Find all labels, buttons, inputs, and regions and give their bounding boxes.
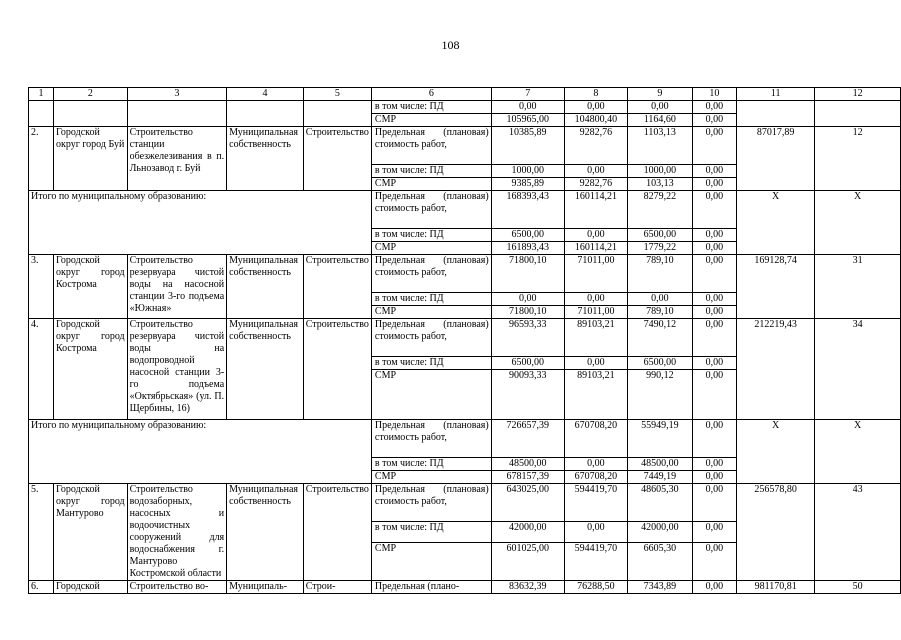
- cell-value: 0,00: [692, 522, 736, 543]
- total-row: [29, 191, 901, 229]
- smr-label: СМР: [371, 114, 491, 127]
- cell-value: 76288,50: [564, 581, 627, 594]
- cell-value: 6500,00: [628, 357, 692, 370]
- cell-value: 0,00: [491, 293, 564, 306]
- cell-value: 9385,89: [491, 178, 564, 191]
- cell-value: 0,00: [692, 255, 736, 293]
- cell-value: 643025,00: [491, 484, 564, 522]
- cell-value: 726657,39: [491, 420, 564, 458]
- cell-value: 8279,22: [628, 191, 692, 229]
- cell-value: 0,00: [692, 543, 736, 581]
- cell-value: 160114,21: [564, 242, 627, 255]
- col-header: 8: [564, 88, 627, 101]
- work-type: Строительство: [303, 255, 371, 319]
- cell-value: 90093,33: [491, 370, 564, 420]
- cell-value: 670708,20: [564, 420, 627, 458]
- cell-value: 89103,21: [564, 370, 627, 420]
- cell-value: 0,00: [564, 522, 627, 543]
- cell-value: 594419,70: [564, 484, 627, 522]
- incl-pd-label: в том числе: ПД: [371, 229, 491, 242]
- total-label: Итого по муниципальному образованию:: [29, 420, 372, 484]
- cost-label: Предельная (плано-: [371, 581, 491, 594]
- object-name: Строительство резервуара чистой воды на насосной станции 3-го подъема «Южная»: [127, 255, 227, 319]
- cell-value: 0,00: [692, 178, 736, 191]
- col-header: 11: [737, 88, 815, 101]
- cost-label: Предельная (плановая) стоимость работ,: [371, 191, 491, 229]
- cell-value: 71800,10: [491, 255, 564, 293]
- table-row: [29, 319, 901, 357]
- col-header: 7: [491, 88, 564, 101]
- object-name: Строительство во-: [127, 581, 227, 594]
- cell-value: 0,00: [692, 229, 736, 242]
- row-number: 5.: [29, 484, 54, 581]
- incl-pd-label: в том числе: ПД: [371, 293, 491, 306]
- cell-value: 256578,80: [737, 484, 815, 581]
- cell-value: 601025,00: [491, 543, 564, 581]
- col-header: 6: [371, 88, 491, 101]
- cell-value: 7449,19: [628, 471, 692, 484]
- cell-value: 31: [815, 255, 901, 319]
- cell-value: 6500,00: [491, 357, 564, 370]
- col-header: 12: [815, 88, 901, 101]
- cell-value: 48500,00: [628, 458, 692, 471]
- ownership: Муниципальная собственность: [227, 484, 304, 581]
- ownership: Муниципальная собственность: [227, 255, 304, 319]
- cell-value: 1000,00: [628, 165, 692, 178]
- cost-label: Предельная (плановая) стоимость работ,: [371, 420, 491, 458]
- cell-value: 0,00: [564, 293, 627, 306]
- cell-value: 161893,43: [491, 242, 564, 255]
- data-table: [28, 87, 901, 594]
- cell-value: 12: [815, 127, 901, 191]
- cell-value: 0,00: [628, 101, 692, 114]
- cell-value: 71800,10: [491, 306, 564, 319]
- cell-value: 42000,00: [628, 522, 692, 543]
- cell-value: 0,00: [692, 242, 736, 255]
- cell-value: 0,00: [692, 191, 736, 229]
- table-row: [29, 581, 901, 594]
- cell-value: 9282,76: [564, 178, 627, 191]
- work-type: Строительство: [303, 484, 371, 581]
- municipality: Городской округ город Мантурово: [54, 484, 128, 581]
- smr-label: СМР: [371, 543, 491, 581]
- cell-value: 168393,43: [491, 191, 564, 229]
- col-header: 3: [127, 88, 227, 101]
- municipality: Городской округ город Буй: [54, 127, 128, 191]
- cell-value: 7343,89: [628, 581, 692, 594]
- cell-value: 0,00: [692, 101, 736, 114]
- cell-value: 0,00: [692, 420, 736, 458]
- header-row: [29, 88, 901, 101]
- cell-value: 71011,00: [564, 255, 627, 293]
- incl-pd-label: в том числе: ПД: [371, 357, 491, 370]
- table-row: [29, 255, 901, 293]
- cell-value: 0,00: [564, 101, 627, 114]
- municipality: Городской округ город Кострома: [54, 255, 128, 319]
- cost-label: Предельная (плановая) стоимость работ,: [371, 484, 491, 522]
- row-number: 4.: [29, 319, 54, 420]
- cell-value: 0,00: [692, 471, 736, 484]
- cell-value: 0,00: [692, 484, 736, 522]
- cell-value: 42000,00: [491, 522, 564, 543]
- cell-value: 104800,40: [564, 114, 627, 127]
- cell-value: 87017,89: [737, 127, 815, 191]
- work-type: Строительство: [303, 319, 371, 420]
- cell-value: 0,00: [692, 165, 736, 178]
- incl-pd-label: в том числе: ПД: [371, 101, 491, 114]
- cell-value: 0,00: [564, 229, 627, 242]
- col-header: 2: [54, 88, 128, 101]
- col-header: 1: [29, 88, 54, 101]
- cell-value: 6500,00: [491, 229, 564, 242]
- row-number: 2.: [29, 127, 54, 191]
- cell-value: 0,00: [491, 101, 564, 114]
- x-mark: Х: [815, 420, 901, 484]
- cell-value: 34: [815, 319, 901, 420]
- cell-value: 0,00: [692, 306, 736, 319]
- smr-label: СМР: [371, 306, 491, 319]
- ownership: Муниципальная собственность: [227, 127, 304, 191]
- cell-value: 0,00: [692, 127, 736, 165]
- object-name: Строительство станции обезжелезивания в п. Льнозавод г. Буй: [127, 127, 227, 191]
- page-number: 108: [441, 38, 460, 52]
- object-name: Строительство резервуара чистой воды на водопроводной насосной станции 3-го подъема «Октябрьская» (ул. П. Щербины, 16): [127, 319, 227, 420]
- cell-value: 96593,33: [491, 319, 564, 357]
- cell-value: 105965,00: [491, 114, 564, 127]
- cell-value: 6605,30: [628, 543, 692, 581]
- cell-value: 0,00: [564, 357, 627, 370]
- ownership: Муниципаль-: [227, 581, 304, 594]
- incl-pd-label: в том числе: ПД: [371, 522, 491, 543]
- cell-value: 48500,00: [491, 458, 564, 471]
- cost-label: Предельная (плановая) стоимость работ,: [371, 319, 491, 357]
- cell-value: 678157,39: [491, 471, 564, 484]
- cell-value: 0,00: [692, 319, 736, 357]
- cell-value: 83632,39: [491, 581, 564, 594]
- cell-value: 48605,30: [628, 484, 692, 522]
- cell-value: 789,10: [628, 306, 692, 319]
- cost-label: Предельная (плановая) стоимость работ,: [371, 255, 491, 293]
- x-mark: Х: [815, 191, 901, 255]
- cell-value: 160114,21: [564, 191, 627, 229]
- ownership: Муниципальная собственность: [227, 319, 304, 420]
- cell-value: 169128,74: [737, 255, 815, 319]
- cell-value: 789,10: [628, 255, 692, 293]
- cell-value: 55949,19: [628, 420, 692, 458]
- cell-value: 10385,89: [491, 127, 564, 165]
- table-row: [29, 127, 901, 165]
- col-header: 9: [628, 88, 692, 101]
- cost-label: Предельная (плановая) стоимость работ,: [371, 127, 491, 165]
- cell-value: 0,00: [692, 458, 736, 471]
- incl-pd-label: в том числе: ПД: [371, 458, 491, 471]
- cell-value: 0,00: [564, 458, 627, 471]
- col-header: 10: [692, 88, 736, 101]
- cell-value: 6500,00: [628, 229, 692, 242]
- cell-value: 0,00: [692, 114, 736, 127]
- cell-value: 71011,00: [564, 306, 627, 319]
- smr-label: СМР: [371, 370, 491, 420]
- cell-value: 103,13: [628, 178, 692, 191]
- cell-value: 1103,13: [628, 127, 692, 165]
- cell-value: 43: [815, 484, 901, 581]
- cell-value: 0,00: [692, 370, 736, 420]
- row-number: 6.: [29, 581, 54, 594]
- smr-label: СМР: [371, 471, 491, 484]
- x-mark: Х: [737, 420, 815, 484]
- cell-value: 89103,21: [564, 319, 627, 357]
- cell-value: 990,12: [628, 370, 692, 420]
- municipality: Городской округ город Кострома: [54, 319, 128, 420]
- cell-value: 0,00: [628, 293, 692, 306]
- cell-value: 0,00: [692, 581, 736, 594]
- x-mark: Х: [737, 191, 815, 255]
- work-type: Строительство: [303, 127, 371, 191]
- cell-value: 0,00: [564, 165, 627, 178]
- col-header: 5: [303, 88, 371, 101]
- incl-pd-label: в том числе: ПД: [371, 165, 491, 178]
- cell-value: 0,00: [692, 293, 736, 306]
- cell-value: 212219,43: [737, 319, 815, 420]
- cell-value: 1000,00: [491, 165, 564, 178]
- cell-value: 50: [815, 581, 901, 594]
- cell-value: 594419,70: [564, 543, 627, 581]
- cell-value: 0,00: [692, 357, 736, 370]
- col-header: 4: [227, 88, 304, 101]
- total-row: [29, 420, 901, 458]
- cell-value: 1164,60: [628, 114, 692, 127]
- cell-value: 7490,12: [628, 319, 692, 357]
- smr-label: СМР: [371, 178, 491, 191]
- row-number: 3.: [29, 255, 54, 319]
- cell-value: 981170,81: [737, 581, 815, 594]
- table-row: [29, 101, 901, 114]
- cell-value: 9282,76: [564, 127, 627, 165]
- table-row: [29, 484, 901, 522]
- cell-value: 670708,20: [564, 471, 627, 484]
- smr-label: СМР: [371, 242, 491, 255]
- total-label: Итого по муниципальному образованию:: [29, 191, 372, 255]
- cell-value: 1779,22: [628, 242, 692, 255]
- object-name: Строительство водозаборных, насосных и водоочистных сооружений для водоснабжения г. Мантурово Костромской области: [127, 484, 227, 581]
- municipality: Городской: [54, 581, 128, 594]
- work-type: Строи-: [303, 581, 371, 594]
